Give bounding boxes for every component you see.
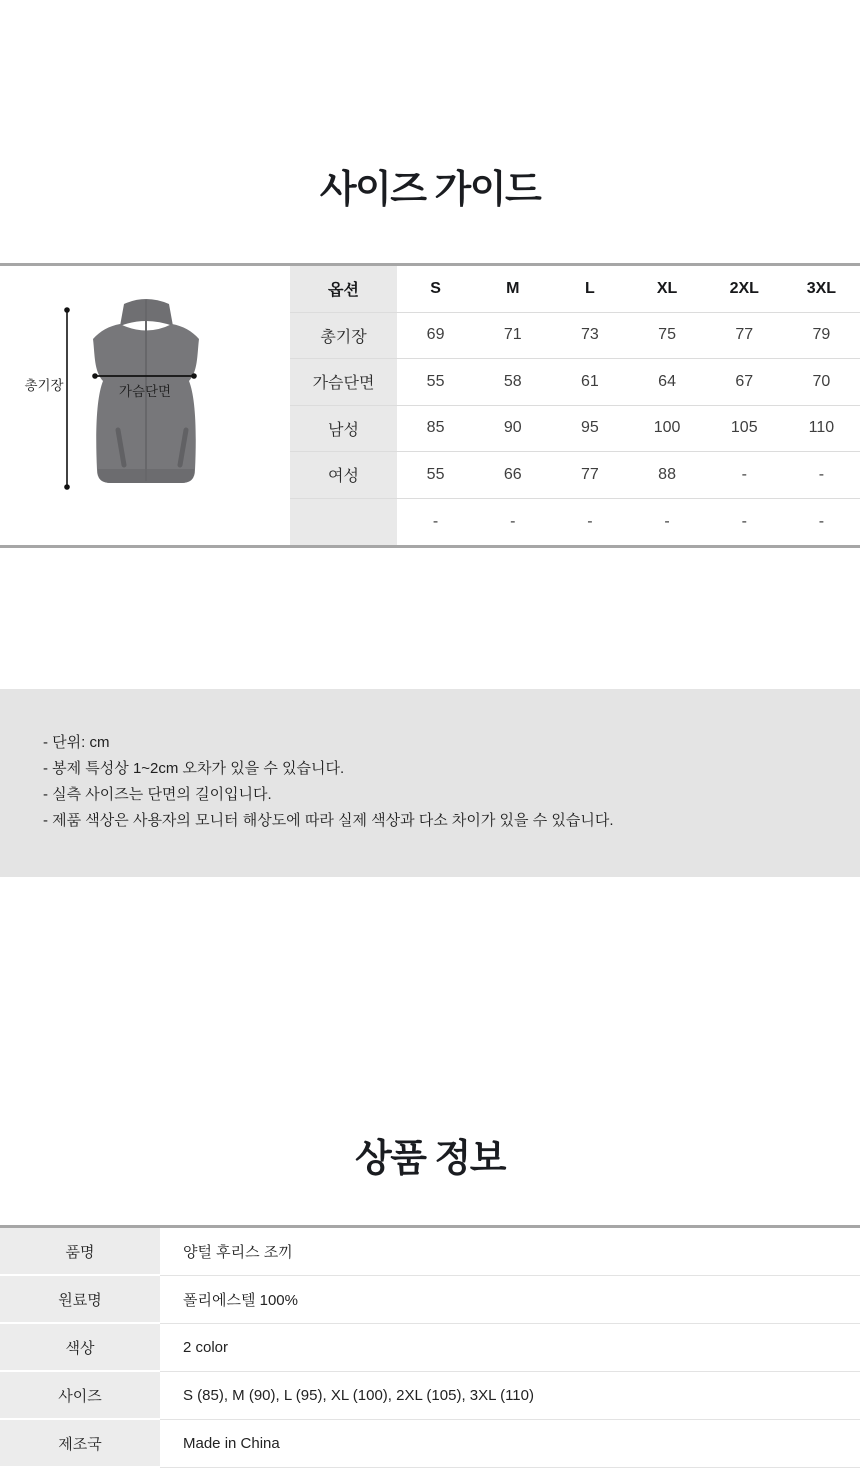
size-row-men-label: 남성 [290,406,397,453]
size-cell: - [706,452,783,499]
size-cell: - [783,452,860,499]
size-cell: 77 [706,313,783,360]
size-guide-title: 사이즈 가이드 [319,169,541,211]
size-table-header-l: L [551,266,628,313]
size-notes-box [0,689,860,877]
size-cell: - [587,512,593,530]
vest-illustration-svg [18,280,268,510]
product-row-origin-value: Made in China [160,1420,860,1468]
size-table [290,266,860,545]
size-cell: 105 [706,406,783,453]
size-cell: 85 [397,406,474,453]
size-cell: 55 [397,359,474,406]
size-row-women-label: 여성 [290,452,397,499]
size-row-empty-label [290,499,397,546]
size-cell: 67 [706,359,783,406]
size-cell: 90 [474,406,551,453]
size-cell: 73 [551,313,628,360]
size-cell: - [741,512,747,530]
size-cell: 110 [783,406,860,453]
size-cell: 95 [551,406,628,453]
product-info-table [0,1228,860,1468]
size-cell: 79 [783,313,860,360]
size-table-header-xl: XL [628,266,705,313]
size-cell: 64 [628,359,705,406]
length-measure-dot-top [64,307,70,313]
size-section-bottom-rule [0,545,860,548]
size-row-chest-label: 가슴단면 [290,359,397,406]
length-measure-label: 총기장 [24,378,64,393]
size-cell: 69 [397,313,474,360]
size-cell: 55 [397,452,474,499]
length-measure-dot-bottom [64,484,70,490]
size-cell: 70 [783,359,860,406]
product-info-title: 상품 정보 [355,1138,505,1180]
size-cell: 100 [628,406,705,453]
product-row-material-value: 폴리에스텔 100% [160,1276,860,1324]
product-row-size-label: 사이즈 [0,1372,160,1420]
size-cell: 75 [628,313,705,360]
size-cell: - [818,512,825,530]
size-cell: 77 [551,452,628,499]
size-cell: - [432,512,439,530]
chest-measure-label: 가슴단면 [118,384,172,399]
size-cell: 88 [628,452,705,499]
chest-measure-dot-right [191,373,197,379]
size-table-header-option: 옵션 [290,266,397,313]
size-table-header-s: S [397,266,474,313]
product-row-name-label: 품명 [0,1228,160,1276]
size-cell: 61 [551,359,628,406]
size-table-header-3xl: 3XL [783,266,860,313]
size-cell: - [664,512,670,530]
product-row-color-value: 2 color [160,1324,860,1372]
size-cell: 58 [474,359,551,406]
size-table-header-m: M [474,266,551,313]
size-cell: 66 [474,452,551,499]
size-row-length-label: 총기장 [290,313,397,360]
note-flat-measure: - 실측 사이즈는 단면의 길이입니다. [43,786,272,803]
size-cell: 71 [474,313,551,360]
vest-measurement-illustration [18,280,268,510]
note-color-monitor: - 제품 색상은 사용자의 모니터 해상도에 따라 실제 색상과 다소 차이가 있을 수 있습니다. [43,812,614,829]
product-row-color-label: 색상 [0,1324,160,1372]
note-unit: - 단위: cm [43,734,110,751]
product-row-origin-label: 제조국 [0,1420,160,1468]
size-table-header-2xl: 2XL [706,266,783,313]
product-row-size-value: S (85), M (90), L (95), XL (100), 2XL (105), 3XL (110) [160,1372,860,1420]
product-row-name-value: 양털 후리스 조끼 [160,1228,860,1276]
product-row-material-label: 원료명 [0,1276,160,1324]
note-tolerance: - 봉제 특성상 1~2cm 오차가 있을 수 있습니다. [43,760,345,777]
size-cell: - [510,512,516,530]
chest-measure-dot-left [92,373,98,379]
